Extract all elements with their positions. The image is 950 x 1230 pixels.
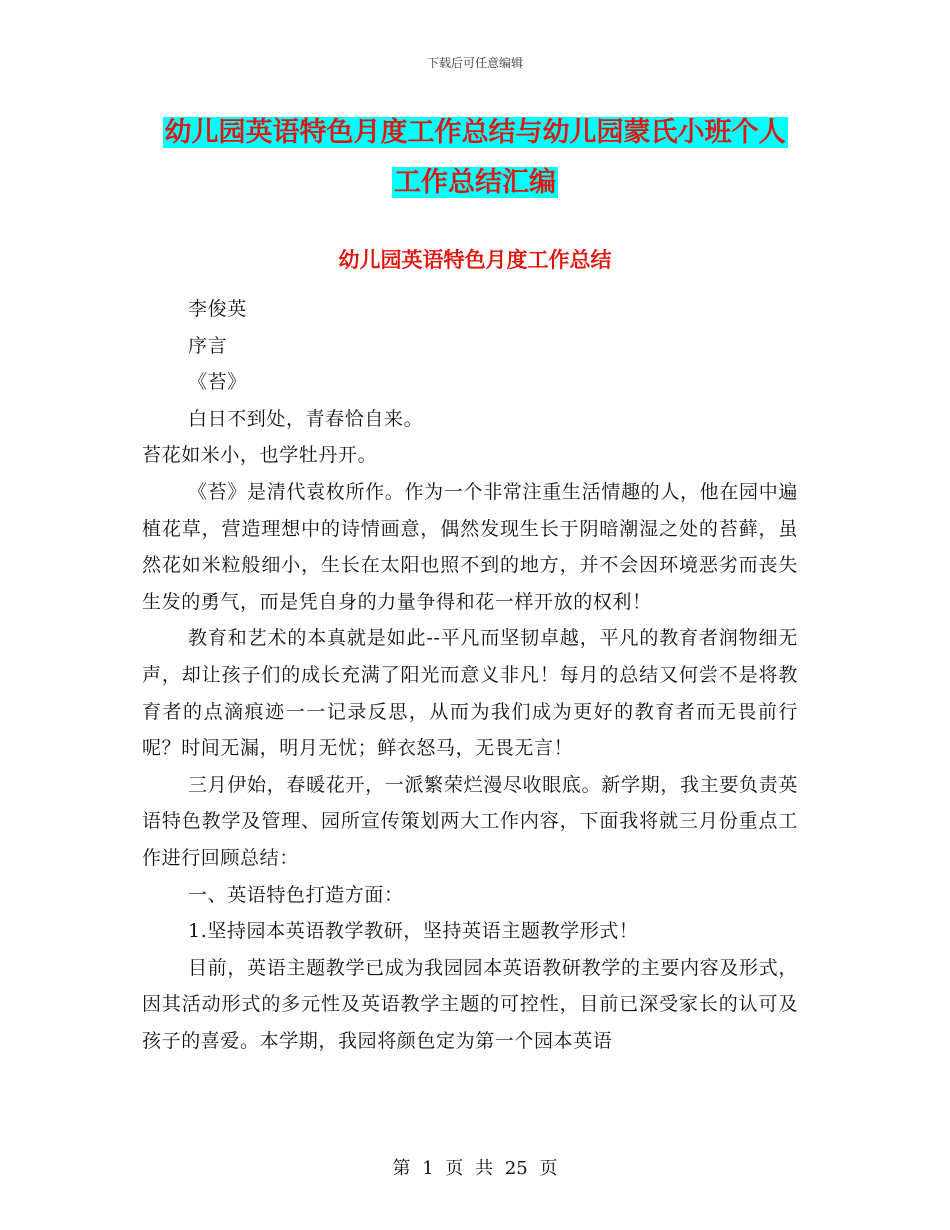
page-footer: 第 1 页 共 25 页 <box>392 1158 558 1179</box>
header-note: 下载后可任意编辑 <box>426 56 523 70</box>
paragraph: 目前，英语主题教学已成为我园园本英语教研教学的主要内容及形式，因其活动形式的多元性及英语教学主题的可控性，目前已深受家长的认可及孩子的喜爱。本学期，我园将颜色定为第一个园本英语 <box>142 956 798 1052</box>
preface-heading: 序言 <box>188 334 228 357</box>
poem-line-2: 苔花如米小，也学牡丹开。 <box>142 444 378 467</box>
document-title <box>140 108 810 208</box>
poem-line-1: 白日不到处，青春恰自来。 <box>188 407 424 430</box>
title-line-2: 工作总结汇编 <box>394 167 556 198</box>
title-line-1: 幼儿园英语特色月度工作总结与幼儿园蒙氏小班个人 <box>164 117 786 148</box>
list-item: 1.坚持园本英语教学教研，坚持英语主题教学形式！ <box>188 920 639 943</box>
document-body <box>142 291 798 1059</box>
author-line: 李俊英 <box>188 298 247 320</box>
poem-title: 《苔》 <box>188 371 247 394</box>
paragraph: 三月伊始，春暖花开，一派繁荣烂漫尽收眼底。新学期，我主要负责英语特色教学及管理、园所宣传策划两大工作内容，下面我将就三月份重点工作进行回顾总结： <box>142 773 798 869</box>
section-title: 幼儿园英语特色月度工作总结 <box>338 248 612 272</box>
paragraph: 教育和艺术的本真就是如此--平凡而坚韧卓越，平凡的教育者润物细无声，却让孩子们的成长充满了阳光而意义非凡！每月的总结又何尝不是将教育者的点滴痕迹一一记录反思，从而为我们成为更好的教育者而无畏前行呢？时间无漏，明月无忧；鲜衣怒马，无畏无言！ <box>142 627 798 760</box>
subheading: 一、英语特色打造方面： <box>188 883 404 906</box>
paragraph: 《苔》是清代袁枚所作。作为一个非常注重生活情趣的人，他在园中遍植花草，营造理想中的诗情画意，偶然发现生长于阴暗潮湿之处的苔藓，虽然花如米粒般细小，生长在太阳也照不到的地方，并不会因环境恶劣而丧失生发的勇气，而是凭自身的力量争得和花一样开放的权利！ <box>142 480 798 613</box>
